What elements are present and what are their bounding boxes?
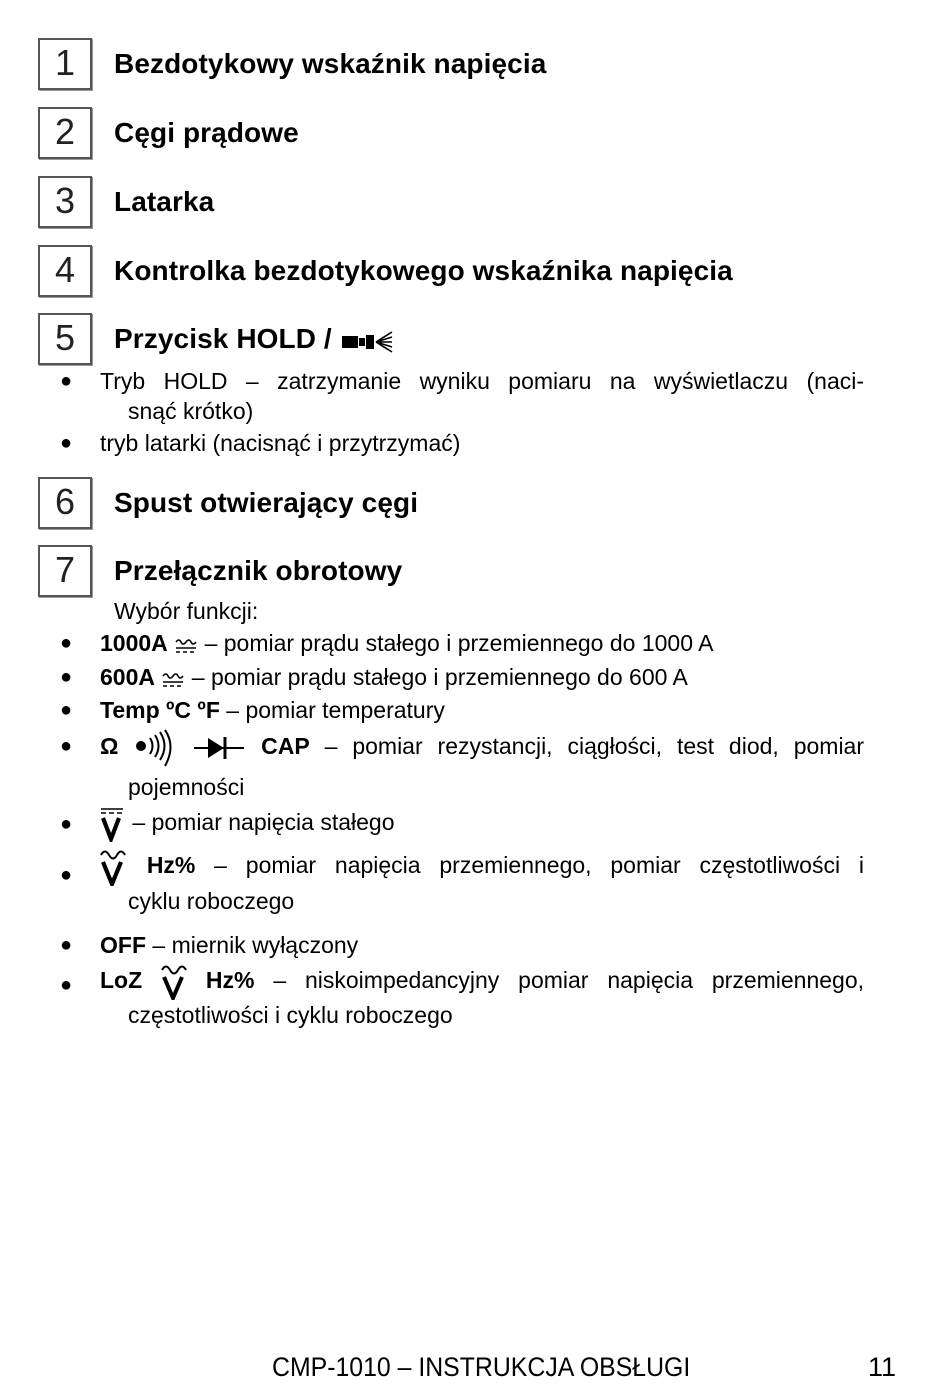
- list-item: [60, 695, 864, 725]
- bullet: ●: [60, 934, 73, 956]
- flashlight-icon: [340, 323, 394, 354]
- section-title: Bezdotykowy wskaźnik napięcia: [114, 48, 547, 79]
- section-title: Latarka: [114, 186, 215, 217]
- ac-voltage-icon: [100, 852, 147, 878]
- section-number: 1: [38, 38, 92, 90]
- bullet: ●: [60, 666, 73, 688]
- function-label: Ω: [100, 733, 119, 760]
- bullet: ●: [60, 735, 73, 757]
- function-label: Temp ºC ºF: [100, 697, 220, 723]
- list-item: [60, 628, 864, 658]
- list-item: [60, 366, 864, 426]
- ac-dc-icon: [174, 630, 204, 656]
- section-title: Kontrolka bezdotykowego wskaźnika napięcia: [114, 255, 733, 286]
- continuity-icon: [133, 733, 192, 759]
- list-item: [60, 964, 864, 1030]
- bullet: ●: [60, 974, 73, 996]
- section-number: 6: [38, 477, 92, 529]
- function-label: Hz%: [146, 852, 196, 879]
- list-item-text: Tryb HOLD – zatrzymanie wyniku pomiaru na wyświetlaczu (naci-: [100, 368, 864, 394]
- section-intro: Wybór funkcji:: [114, 598, 259, 624]
- ac-dc-icon: [161, 664, 191, 690]
- list-item: [60, 428, 864, 458]
- function-label-hz: Hz%: [205, 967, 255, 994]
- function-label: OFF: [100, 932, 146, 958]
- bullet: ●: [60, 813, 73, 835]
- section-number: 5: [38, 313, 92, 365]
- section-title: Przełącznik obrotowy: [114, 555, 403, 586]
- bullet: ●: [60, 432, 73, 454]
- list-item: [60, 662, 864, 692]
- page-number: 11: [868, 1352, 897, 1382]
- list-item: [60, 930, 864, 960]
- list-item-text: snąć krótko): [128, 398, 254, 424]
- function-description: – pomiar napięcia stałego: [132, 809, 395, 836]
- function-description-cont: cyklu roboczego: [128, 888, 295, 914]
- function-description: – pomiar napięcia przemiennego, pomiar częstotliwości i: [195, 852, 864, 879]
- function-description: – pomiar prądu stałego i przemiennego do 1000 A: [204, 630, 714, 656]
- bullet: ●: [60, 632, 73, 654]
- function-description: – miernik wyłączony: [146, 932, 359, 958]
- function-label-cap: CAP: [261, 733, 310, 760]
- section-title: [114, 323, 394, 356]
- bullet: ●: [60, 864, 73, 886]
- bullet: ●: [60, 370, 73, 392]
- list-item: [60, 806, 864, 842]
- function-description: – niskoimpedancyjny pomiar napięcia przemiennego,: [254, 967, 865, 994]
- section-number: 7: [38, 545, 92, 597]
- dc-voltage-icon: [100, 809, 132, 835]
- section-number: 2: [38, 107, 92, 159]
- function-description-cont: częstotliwości i cyklu roboczego: [128, 1002, 453, 1028]
- footer-title: CMP-1010 – INSTRUKCJA OBSŁUGI: [272, 1352, 691, 1382]
- section-number: 4: [38, 245, 92, 297]
- function-description-cont: pojemności: [128, 774, 245, 800]
- function-label: 600A: [100, 664, 155, 690]
- section-title: Cęgi prądowe: [114, 117, 299, 148]
- function-label: 1000A: [100, 630, 168, 656]
- section-title-text: Przycisk HOLD /: [114, 323, 332, 354]
- list-item: [60, 728, 864, 806]
- list-item: [60, 848, 864, 916]
- diode-icon: [192, 733, 261, 759]
- section-title: Spust otwierający cęgi: [114, 487, 419, 518]
- function-description: – pomiar prądu stałego i przemiennego do 600 A: [191, 664, 688, 690]
- function-description: – pomiar temperatury: [219, 697, 445, 723]
- section-number: 3: [38, 176, 92, 228]
- list-item-text: tryb latarki (nacisnąć i przytrzymać): [100, 430, 461, 456]
- function-label: LoZ: [100, 967, 143, 994]
- ac-voltage-icon: [142, 967, 206, 993]
- function-description: – pomiar rezystancji, ciągłości, test diod, pomiar: [309, 733, 865, 760]
- bullet: ●: [60, 699, 73, 721]
